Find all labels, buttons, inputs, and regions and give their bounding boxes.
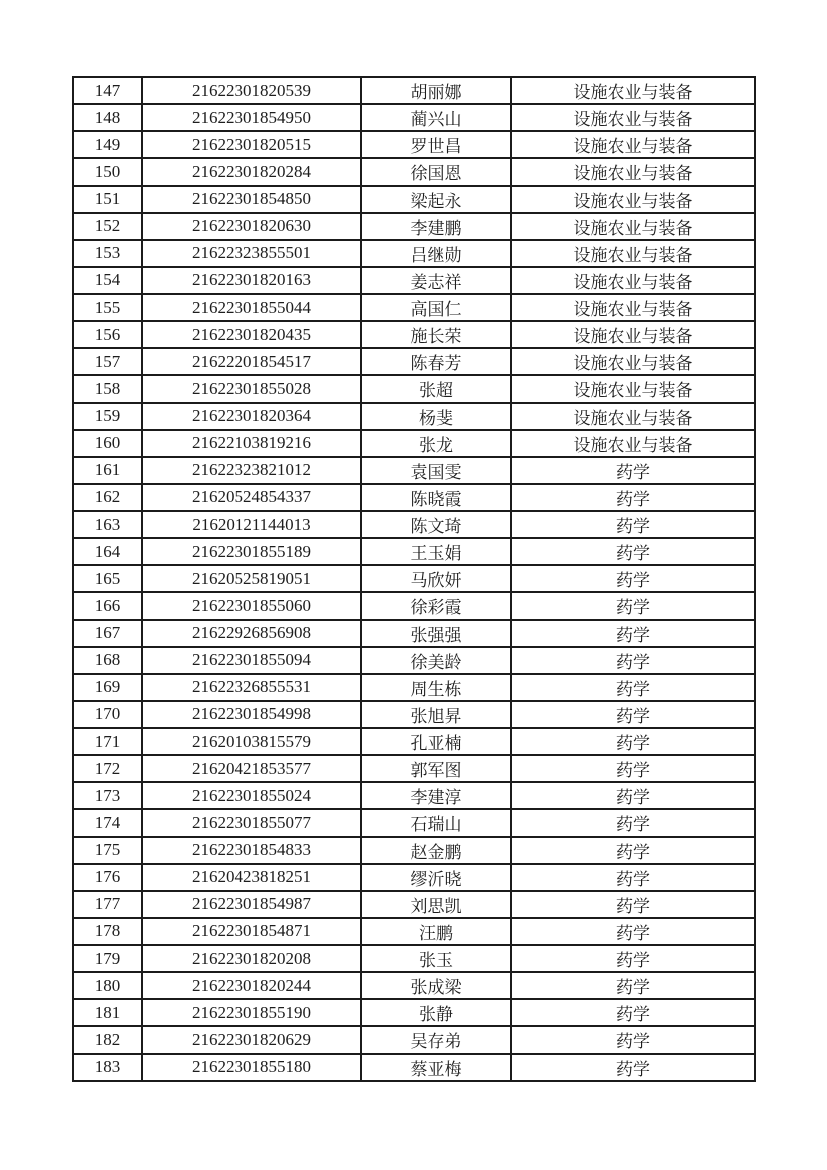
- cell-row-number: 156: [73, 321, 142, 348]
- cell-major: 药学: [511, 891, 755, 918]
- cell-student-id: 21622301855044: [142, 294, 361, 321]
- cell-major: 设施农业与装备: [511, 77, 755, 104]
- cell-student-id: 21622323821012: [142, 457, 361, 484]
- cell-row-number: 175: [73, 837, 142, 864]
- cell-student-name: 石瑞山: [361, 809, 511, 836]
- cell-row-number: 166: [73, 592, 142, 619]
- cell-major: 药学: [511, 1026, 755, 1053]
- cell-major: 药学: [511, 972, 755, 999]
- cell-student-name: 徐美龄: [361, 647, 511, 674]
- cell-row-number: 172: [73, 755, 142, 782]
- cell-major: 药学: [511, 728, 755, 755]
- cell-student-name: 胡丽娜: [361, 77, 511, 104]
- table-row: [73, 104, 755, 131]
- cell-student-name: 张静: [361, 999, 511, 1026]
- cell-student-name: 张玉: [361, 945, 511, 972]
- cell-student-name: 马欣妍: [361, 565, 511, 592]
- cell-major: 药学: [511, 647, 755, 674]
- cell-row-number: 168: [73, 647, 142, 674]
- cell-student-id: 21622301820435: [142, 321, 361, 348]
- cell-major: 药学: [511, 755, 755, 782]
- cell-student-name: 陈春芳: [361, 348, 511, 375]
- cell-student-id: 21622301854850: [142, 186, 361, 213]
- cell-major: 设施农业与装备: [511, 213, 755, 240]
- cell-major: 药学: [511, 918, 755, 945]
- cell-major: 药学: [511, 782, 755, 809]
- cell-row-number: 157: [73, 348, 142, 375]
- cell-row-number: 150: [73, 158, 142, 185]
- cell-major: 设施农业与装备: [511, 186, 755, 213]
- cell-student-name: 张超: [361, 375, 511, 402]
- cell-major: 药学: [511, 538, 755, 565]
- table-row: [73, 375, 755, 402]
- cell-student-id: 21622201854517: [142, 348, 361, 375]
- table-row: [73, 240, 755, 267]
- cell-row-number: 147: [73, 77, 142, 104]
- table-row: [73, 186, 755, 213]
- cell-row-number: 182: [73, 1026, 142, 1053]
- cell-student-id: 21622301855028: [142, 375, 361, 402]
- cell-student-id: 21622301820244: [142, 972, 361, 999]
- cell-row-number: 171: [73, 728, 142, 755]
- student-roster-table: [72, 76, 756, 1082]
- cell-student-name: 孔亚楠: [361, 728, 511, 755]
- cell-row-number: 176: [73, 864, 142, 891]
- cell-row-number: 163: [73, 511, 142, 538]
- cell-student-name: 李建淳: [361, 782, 511, 809]
- cell-student-id: 21622301854833: [142, 837, 361, 864]
- table-row: [73, 999, 755, 1026]
- cell-student-name: 张旭昇: [361, 701, 511, 728]
- cell-student-name: 赵金鹏: [361, 837, 511, 864]
- cell-student-id: 21622301854987: [142, 891, 361, 918]
- cell-student-id: 21622301855190: [142, 999, 361, 1026]
- table-row: [73, 945, 755, 972]
- cell-student-name: 吴存弟: [361, 1026, 511, 1053]
- cell-student-id: 21620121144013: [142, 511, 361, 538]
- cell-student-id: 21622301855180: [142, 1054, 361, 1082]
- cell-row-number: 181: [73, 999, 142, 1026]
- cell-row-number: 160: [73, 430, 142, 457]
- cell-student-id: 21622301820539: [142, 77, 361, 104]
- cell-student-name: 汪鹏: [361, 918, 511, 945]
- cell-student-name: 徐国恩: [361, 158, 511, 185]
- cell-student-id: 21622323855501: [142, 240, 361, 267]
- table-row: [73, 891, 755, 918]
- cell-major: 设施农业与装备: [511, 158, 755, 185]
- cell-row-number: 148: [73, 104, 142, 131]
- cell-student-id: 21622301820163: [142, 267, 361, 294]
- table-row: [73, 294, 755, 321]
- cell-student-id: 21622301854998: [142, 701, 361, 728]
- table-row: [73, 321, 755, 348]
- cell-student-id: 21622301820630: [142, 213, 361, 240]
- table-row: [73, 403, 755, 430]
- cell-student-name: 刘思凯: [361, 891, 511, 918]
- cell-major: 设施农业与装备: [511, 375, 755, 402]
- cell-student-id: 21622301855094: [142, 647, 361, 674]
- cell-student-name: 袁国雯: [361, 457, 511, 484]
- cell-student-name: 陈晓霞: [361, 484, 511, 511]
- table-row: [73, 701, 755, 728]
- cell-row-number: 153: [73, 240, 142, 267]
- cell-student-id: 21622926856908: [142, 620, 361, 647]
- cell-student-name: 罗世昌: [361, 131, 511, 158]
- cell-student-id: 21622326855531: [142, 674, 361, 701]
- table-row: [73, 674, 755, 701]
- cell-student-id: 21620103815579: [142, 728, 361, 755]
- cell-major: 药学: [511, 457, 755, 484]
- cell-major: 设施农业与装备: [511, 240, 755, 267]
- cell-major: 设施农业与装备: [511, 348, 755, 375]
- cell-student-id: 21622301820364: [142, 403, 361, 430]
- cell-student-name: 杨斐: [361, 403, 511, 430]
- cell-student-id: 21622301855060: [142, 592, 361, 619]
- cell-row-number: 162: [73, 484, 142, 511]
- cell-row-number: 158: [73, 375, 142, 402]
- table-row: [73, 837, 755, 864]
- table-row: [73, 1026, 755, 1053]
- cell-student-name: 高国仁: [361, 294, 511, 321]
- cell-student-name: 张成梁: [361, 972, 511, 999]
- cell-major: 药学: [511, 565, 755, 592]
- cell-row-number: 161: [73, 457, 142, 484]
- cell-row-number: 178: [73, 918, 142, 945]
- cell-student-name: 蔡亚梅: [361, 1054, 511, 1082]
- table-row: [73, 647, 755, 674]
- cell-student-name: 施长荣: [361, 321, 511, 348]
- cell-major: 药学: [511, 864, 755, 891]
- cell-row-number: 180: [73, 972, 142, 999]
- table-row: [73, 457, 755, 484]
- cell-major: 药学: [511, 620, 755, 647]
- cell-row-number: 167: [73, 620, 142, 647]
- cell-student-id: 21620421853577: [142, 755, 361, 782]
- student-roster-body: [73, 77, 755, 1081]
- cell-major: 设施农业与装备: [511, 321, 755, 348]
- table-row: [73, 809, 755, 836]
- table-row: [73, 592, 755, 619]
- table-row: [73, 864, 755, 891]
- table-row: [73, 918, 755, 945]
- cell-major: 设施农业与装备: [511, 403, 755, 430]
- cell-major: 设施农业与装备: [511, 131, 755, 158]
- cell-student-id: 21622301820629: [142, 1026, 361, 1053]
- cell-student-name: 郭军图: [361, 755, 511, 782]
- cell-student-name: 梁起永: [361, 186, 511, 213]
- cell-student-id: 21622301854950: [142, 104, 361, 131]
- cell-major: 药学: [511, 999, 755, 1026]
- cell-row-number: 174: [73, 809, 142, 836]
- cell-student-id: 21622301855077: [142, 809, 361, 836]
- table-row: [73, 484, 755, 511]
- cell-major: 药学: [511, 484, 755, 511]
- cell-student-name: 吕继勋: [361, 240, 511, 267]
- cell-row-number: 173: [73, 782, 142, 809]
- cell-major: 药学: [511, 592, 755, 619]
- cell-row-number: 154: [73, 267, 142, 294]
- table-row: [73, 728, 755, 755]
- cell-major: 药学: [511, 1054, 755, 1082]
- table-row: [73, 620, 755, 647]
- cell-row-number: 164: [73, 538, 142, 565]
- cell-student-name: 姜志祥: [361, 267, 511, 294]
- table-row: [73, 538, 755, 565]
- cell-row-number: 159: [73, 403, 142, 430]
- table-row: [73, 755, 755, 782]
- cell-major: 药学: [511, 945, 755, 972]
- cell-student-id: 21620524854337: [142, 484, 361, 511]
- table-row: [73, 77, 755, 104]
- cell-major: 药学: [511, 837, 755, 864]
- cell-row-number: 152: [73, 213, 142, 240]
- cell-row-number: 165: [73, 565, 142, 592]
- cell-major: 设施农业与装备: [511, 430, 755, 457]
- table-row: [73, 158, 755, 185]
- table-row: [73, 565, 755, 592]
- cell-student-name: 张强强: [361, 620, 511, 647]
- cell-row-number: 149: [73, 131, 142, 158]
- table-row: [73, 267, 755, 294]
- cell-major: 设施农业与装备: [511, 104, 755, 131]
- cell-row-number: 177: [73, 891, 142, 918]
- cell-student-name: 周生栋: [361, 674, 511, 701]
- cell-row-number: 151: [73, 186, 142, 213]
- table-row: [73, 511, 755, 538]
- cell-row-number: 170: [73, 701, 142, 728]
- table-row: [73, 131, 755, 158]
- table-row: [73, 782, 755, 809]
- cell-student-name: 张龙: [361, 430, 511, 457]
- cell-major: 药学: [511, 674, 755, 701]
- table-row: [73, 430, 755, 457]
- cell-student-id: 21622301820515: [142, 131, 361, 158]
- cell-student-name: 徐彩霞: [361, 592, 511, 619]
- cell-student-id: 21620423818251: [142, 864, 361, 891]
- cell-student-id: 21622301855189: [142, 538, 361, 565]
- table-row: [73, 1054, 755, 1082]
- cell-row-number: 179: [73, 945, 142, 972]
- cell-student-id: 21620525819051: [142, 565, 361, 592]
- cell-student-id: 21622301855024: [142, 782, 361, 809]
- cell-major: 药学: [511, 701, 755, 728]
- cell-major: 设施农业与装备: [511, 294, 755, 321]
- cell-major: 药学: [511, 511, 755, 538]
- cell-student-name: 王玉娟: [361, 538, 511, 565]
- cell-student-id: 21622301820208: [142, 945, 361, 972]
- cell-row-number: 155: [73, 294, 142, 321]
- cell-student-name: 李建鹏: [361, 213, 511, 240]
- cell-student-id: 21622103819216: [142, 430, 361, 457]
- cell-student-id: 21622301820284: [142, 158, 361, 185]
- cell-major: 药学: [511, 809, 755, 836]
- table-row: [73, 972, 755, 999]
- cell-student-name: 陈文琦: [361, 511, 511, 538]
- cell-major: 设施农业与装备: [511, 267, 755, 294]
- table-row: [73, 348, 755, 375]
- cell-row-number: 169: [73, 674, 142, 701]
- cell-student-name: 蔺兴山: [361, 104, 511, 131]
- cell-student-name: 缪沂晓: [361, 864, 511, 891]
- table-row: [73, 213, 755, 240]
- cell-row-number: 183: [73, 1054, 142, 1082]
- cell-student-id: 21622301854871: [142, 918, 361, 945]
